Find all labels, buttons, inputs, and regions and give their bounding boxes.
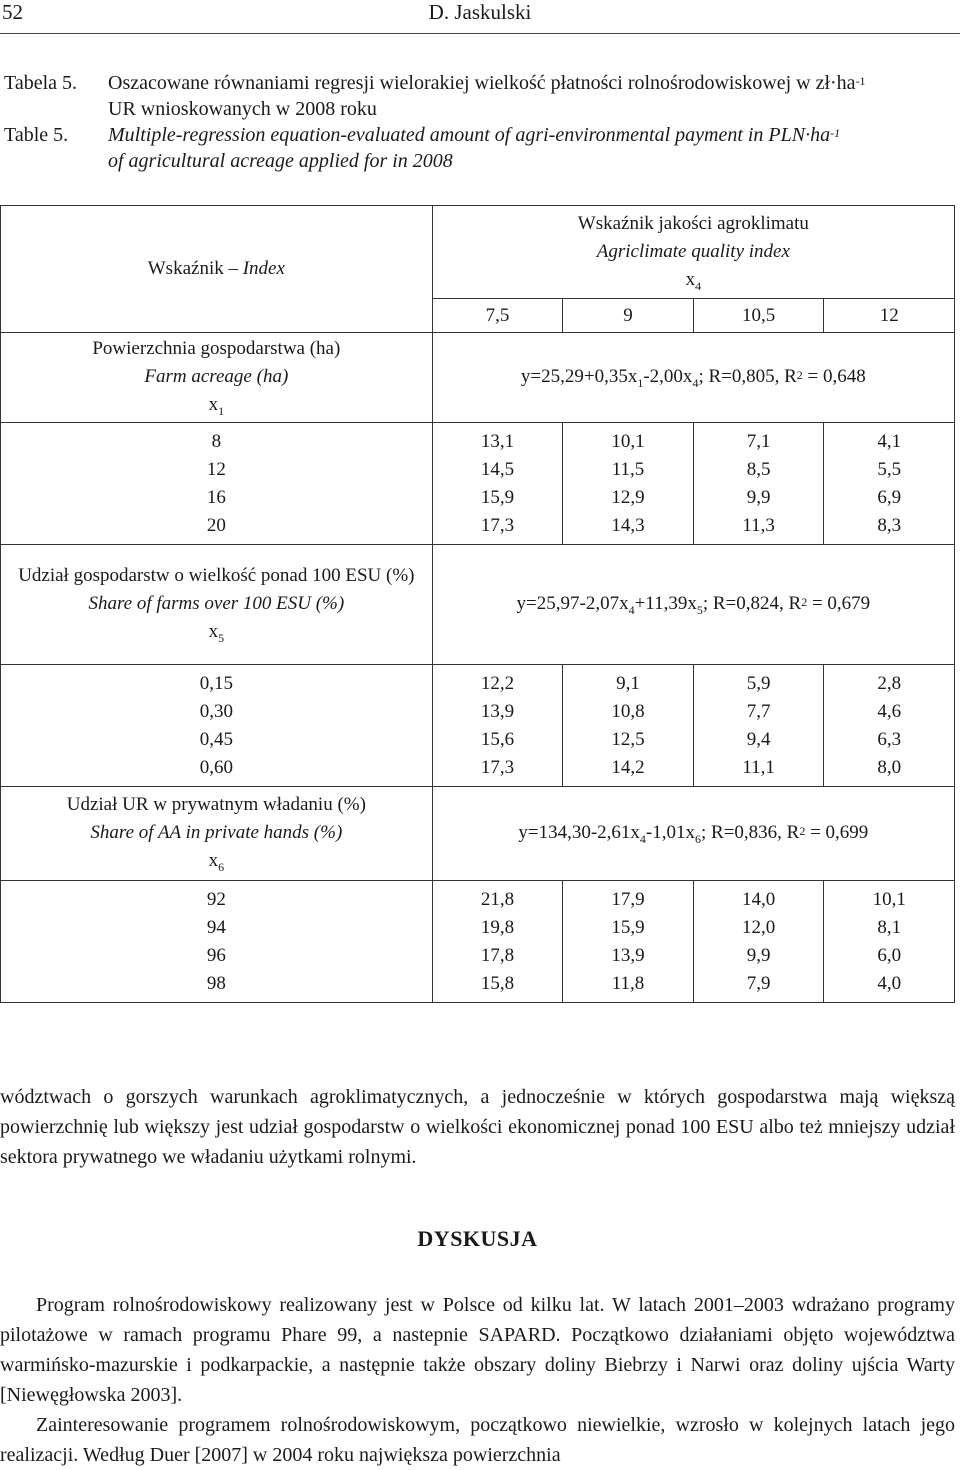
values-cell: 4,1 5,5 6,9 8,3 — [824, 423, 955, 545]
values-cell: 10,1 11,5 12,9 14,3 — [563, 423, 694, 545]
regression-equation: $y=25,97-2,07x_4+11,39x_5$; R=0,824, $R^2 = 0,679$ — [432, 545, 954, 665]
x4-value: 7,5 — [432, 299, 563, 333]
index-header-cell: Wskaźnik – Index — [1, 206, 433, 333]
levels-cell: 92 94 96 98 — [1, 881, 433, 1003]
section-label-farm-acreage: Powierzchnia gospodarstwa (ha) Farm acreage (ha) $x_1$ — [1, 333, 433, 423]
discussion-paragraph-1: Program rolnośrodowiskowy realizowany jest w Polsce od kilku lat. W latach 2001–2003 wdrażano programy pilotażowe w ramach programu Phare 99, a nastepnie SAPARD. Początkowo działaniami objęto województwa warmińsko-mazurskie i podkarpackie, a następnie także obszary doliny Biebrzy i Narwi oraz doliny ujścia Warty [Niewęgłowska 2003]. — [0, 1294, 955, 1406]
section-label-large-farms-share: Udział gospodarstw o wielkość ponad 100 ESU (%) Share of farms over 100 ESU (%) $x_5$ — [1, 545, 433, 665]
x4-value: 10,5 — [693, 299, 824, 333]
values-cell: 12,2 13,9 15,6 17,3 — [432, 665, 563, 787]
values-cell: 7,1 8,5 9,9 11,3 — [693, 423, 824, 545]
body-paragraphs-discussion — [0, 1290, 955, 1470]
caption-title-pl-cont: UR wnioskowanych w 2008 roku — [108, 98, 377, 120]
regression-table — [0, 205, 955, 1003]
values-cell: 21,8 19,8 17,8 15,8 — [432, 881, 563, 1003]
caption-label-en: Table 5. — [4, 124, 69, 146]
discussion-paragraph-2: Zainteresowanie programem rolnośrodowiskowym, początkowo niewielkie, wzrosło w kolejnych latach jego realizacji. Według Duer [2007] w 2004 roku największa powierzchnia — [0, 1414, 955, 1466]
values-cell: 10,1 8,1 6,0 4,0 — [824, 881, 955, 1003]
caption-title-pl: Oszacowane równaniami regresji wielorakiej wielkość płatności rolnośrodowiskowej w $zł\cdot ha^{-1}$ — [108, 72, 866, 94]
table-caption — [0, 70, 960, 174]
running-head-author: D. Jaskulski — [428, 0, 532, 24]
values-cell: 5,9 7,7 9,4 11,1 — [693, 665, 824, 787]
agroclimate-header-cell: Wskaźnik jakości agroklimatu Agriclimate quality index $x_4$ — [432, 206, 954, 299]
values-cell: 9,1 10,8 12,5 14,2 — [563, 665, 694, 787]
levels-cell: 0,15 0,30 0,45 0,60 — [1, 665, 433, 787]
regression-equation: $y=25,29+0,35x_1-2,00x_4$; R=0,805, $R^2 = 0,648$ — [432, 333, 954, 423]
values-cell: 17,9 15,9 13,9 11,8 — [563, 881, 694, 1003]
body-paragraph-results: wództwach o gorszych warunkach agroklimatycznych, a jednocześnie w których gospodarstwa mają większą powierzchnię lub większy jest udział gospodarstw o wielkości ekonomicznej ponad 100 ESU albo też mniejszy udział sektora prywatnego we władaniu użytkami rolnymi. — [0, 1086, 955, 1168]
x4-value: 12 — [824, 299, 955, 333]
page-number: 52 — [2, 0, 23, 24]
values-cell: 2,8 4,6 6,3 8,0 — [824, 665, 955, 787]
values-cell: 13,1 14,5 15,9 17,3 — [432, 423, 563, 545]
header-rule — [0, 33, 960, 34]
page-header — [0, 0, 960, 36]
caption-title-en: Multiple-regression equation-evaluated amount of agri-environmental payment in $PLN\cdot ha^{-1}$ — [108, 124, 841, 146]
x4-value: 9 — [563, 299, 694, 333]
regression-equation: $y=134,30-2,61x_4-1,01x_6$; R=0,836, $R^2 = 0,699$ — [432, 787, 954, 881]
caption-label-pl: Tabela 5. — [4, 72, 78, 94]
caption-title-en-cont: of agricultural acreage applied for in 2008 — [108, 150, 453, 172]
levels-cell: 8 12 16 20 — [1, 423, 433, 545]
values-cell: 14,0 12,0 9,9 7,9 — [693, 881, 824, 1003]
section-heading-discussion: DYSKUSJA — [417, 1226, 538, 1251]
section-label-private-share: Udział UR w prywatnym władaniu (%) Share of AA in private hands (%) $x_6$ — [1, 787, 433, 881]
